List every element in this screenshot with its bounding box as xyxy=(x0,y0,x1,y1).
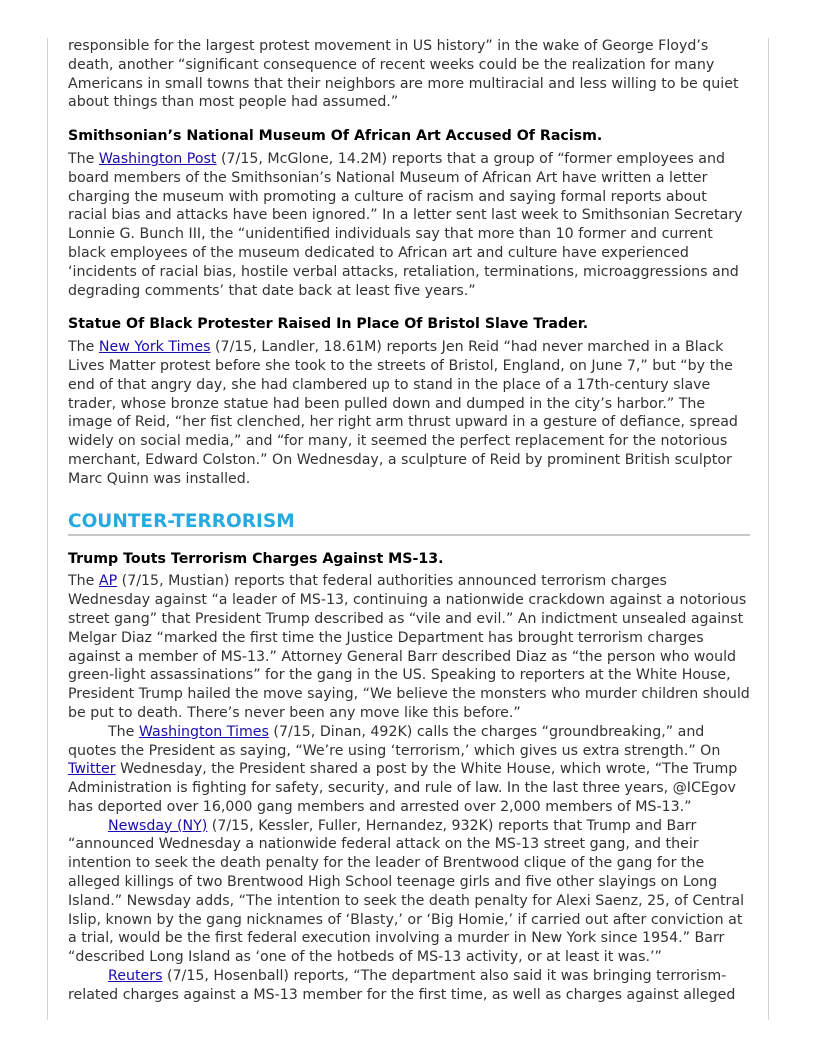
twitter-link[interactable]: Twitter xyxy=(68,761,116,778)
left-margin-rule xyxy=(47,38,48,1020)
article-paragraph-bristol: The New York Times (7/15, Landler, 18.61M) reports Jen Reid “had never marched in a Black Lives Matter protest before she took to the streets of Bristol, England, on June 7,” but “by the end of that angry day, she had clambered up to stand in the place of a 17th-century slave trader, whose bronze statue had been pulled down and dumped in the city’s harbor.” The image of Reid, “her fist clenched, her right arm thrust upward in a gesture of defiance, spread widely on social media,” and “for many, it seemed the perfect replacement for the notorious merchant, Edward Colston.” On Wednesday, a sculpture of Reid by prominent British sculptor Marc Quinn was installed. xyxy=(68,339,738,487)
article-paragraph-reuters: Reuters (7/15, Hosenball) reports, “The department also said it was bringing terrorism-related charges against a MS-13 member for the first time, as well as charges against alleged xyxy=(68,968,736,1003)
new-york-times-link[interactable]: New York Times xyxy=(98,339,211,356)
intro-paragraph: responsible for the largest protest movement in US history” in the wake of George Floyd’s death, another “significant consequence of recent weeks could be the realization for many Americans in small towns that their neighbors are more multiracial and less willing to be quiet about things than most people had assumed.” xyxy=(68,38,739,111)
article-headline-smithsonian: Smithsonian’s National Museum Of African Art Accused Of Racism. xyxy=(68,128,603,145)
section-title-counter-terrorism: COUNTER-TERRORISM xyxy=(68,511,750,536)
article-paragraph-newsday: Newsday (NY) (7/15, Kessler, Fuller, Hernandez, 932K) reports that Trump and Barr “announced Wednesday a nationwide federal attack on the MS-13 street gang, and their intention to seek the death penalty for the leader of Brentwood clique of the gang for the alleged killings of two Brentwood High School teenage girls and five other slayings on Long Island.” Newsday adds, “The intention to seek the death penalty for Alexi Saenz, 25, of Central Islip, known by the gang nicknames of ‘Blasty,’ or ‘Big Homie,’ if carried out after conviction at a trial, would be the first federal execution involving a murder in New York since 1954.” Barr “described Long Island as ‘one of the hotbeds of MS-13 activity, or at least it was.’” xyxy=(68,817,745,966)
article-paragraph-ap: The AP (7/15, Mustian) reports that federal authorities announced terrorism charges Wednesday against “a leader of MS-13, continuing a nationwide crackdown against a notorious street gang” that President Trump described as “vile and evil.” An indictment unsealed against Melgar Diaz “marked the first time the Justice Department has brought terrorism charges against a member of MS-13.” Attorney General Barr described Diaz as “the person who would green-light assassinations” for the gang in the US. Speaking to reporters at the White House, President Trump hailed the move saying, “We believe the monsters who murder children should be put to death. There’s never been any move like this before.” xyxy=(68,573,750,721)
washington-times-link[interactable]: Washington Times xyxy=(138,723,269,740)
right-margin-rule xyxy=(768,38,769,1020)
article-paragraph-washington-times: The Washington Times (7/15, Dinan, 492K) calls the charges “groundbreaking,” and quotes the President as saying, “We’re using ‘terrorism,’ which gives us extra strength.” On Twitter Wednesday, the President shared a post by the White House, which wrote, “The Trump Administration is fighting for safety, security, and rule of law. In the last three years, @ICEgov has deported over 16,000 gang members and arrested over 2,000 members of MS-13.” xyxy=(68,723,738,815)
newsday-link[interactable]: Newsday (NY) xyxy=(108,817,208,834)
washington-post-link[interactable]: Washington Post xyxy=(98,150,217,167)
document-page xyxy=(68,37,750,1005)
reuters-link[interactable]: Reuters xyxy=(108,968,163,985)
article-headline-bristol: Statue Of Black Protester Raised In Place Of Bristol Slave Trader. xyxy=(68,316,589,333)
ap-link[interactable]: AP xyxy=(98,573,118,590)
article-headline-ms13: Trump Touts Terrorism Charges Against MS-13. xyxy=(68,550,444,567)
article-paragraph-smithsonian: The Washington Post (7/15, McGlone, 14.2M) reports that a group of “former employees and board members of the Smithsonian’s National Museum of African Art have written a letter charging the museum with promoting a culture of racism and saying formal reports about racial bias and attacks have been ignored.” In a letter sent last week to Smithsonian Secretary Lonnie G. Bunch III, the “unidentified individuals say that more than 10 former and current black employees of the museum dedicated to African art and culture have experienced ‘incidents of racial bias, hostile verbal attacks, retaliation, terminations, microaggressions and degrading comments’ that date back at least five years.” xyxy=(68,150,743,299)
